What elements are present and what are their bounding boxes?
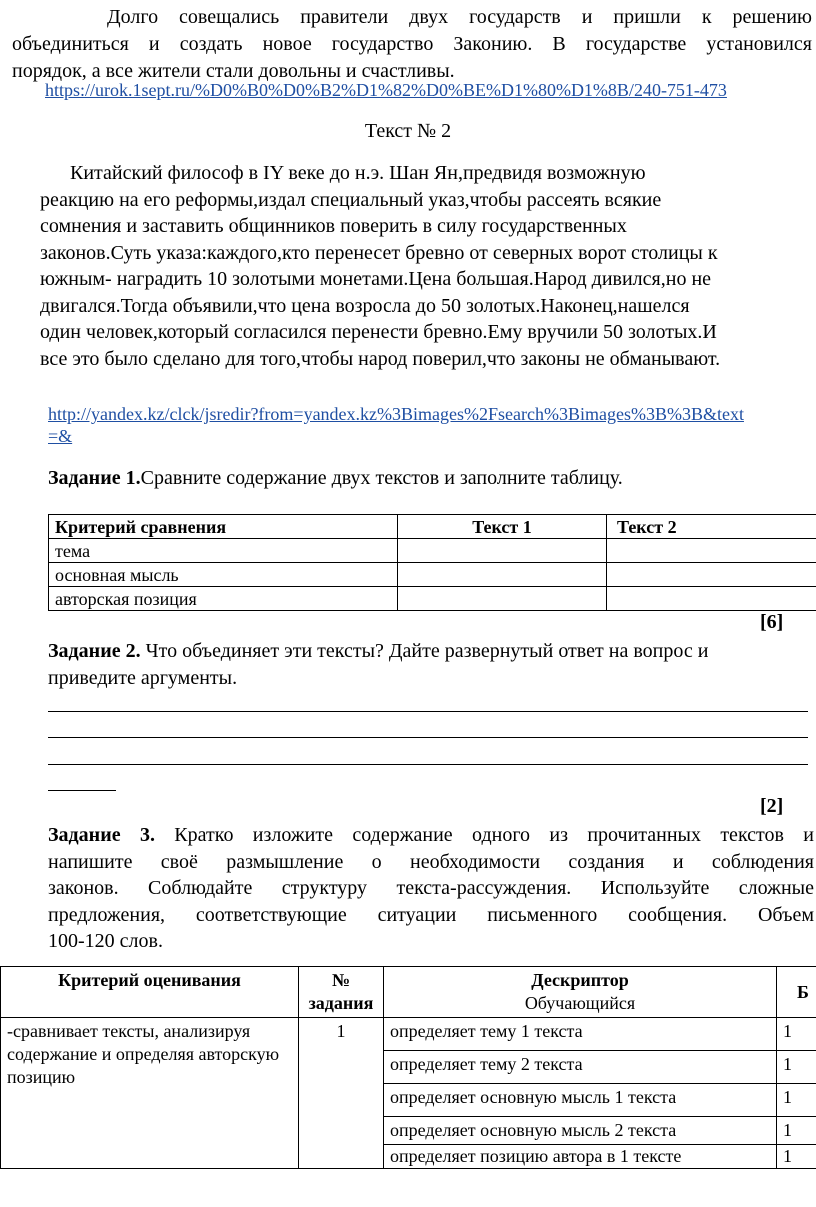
header-criterion: Критерий сравнения <box>49 515 398 539</box>
rubric-criterion-cell: -сравнивает тексты, анализируя содержание и определяя авторскую позицию <box>1 1018 299 1169</box>
text2-source-link-line2[interactable]: =& <box>48 426 73 446</box>
task3-line: предложения, соответствующие ситуации письменного сообщения. Объем <box>48 903 814 926</box>
rubric-header-criterion: Критерий оценивания <box>1 967 299 1018</box>
answer-cell[interactable] <box>607 563 816 587</box>
rubric-points: 1 <box>777 1051 816 1084</box>
text2-paragraph <box>40 160 800 372</box>
answer-line[interactable] <box>48 764 808 765</box>
text2-line: законов.Суть указа:каждого,кто перенесет бревно от северных ворот столицы к <box>40 241 718 264</box>
header-text2: Текст 2 <box>607 515 816 539</box>
task3-line: напишите своё размышление о необходимости создания и соблюдения <box>48 850 814 873</box>
answer-line[interactable] <box>48 790 116 791</box>
task2-score: [2] <box>760 795 784 817</box>
text2-line: все это было сделано для того,чтобы народ поверил,что законы не обманывают. <box>40 347 721 370</box>
table-row <box>49 539 816 563</box>
task3-prompt <box>48 822 814 955</box>
task2-text-line1: Что объединяет эти тексты? Дайте развернутый ответ на вопрос и <box>140 640 709 662</box>
task1-label: Задание 1. <box>48 467 141 489</box>
text1-line: объединиться и создать новое государство Законию. В государстве установился <box>12 33 812 55</box>
rubric-points: 1 <box>777 1117 816 1145</box>
header-text1: Текст 1 <box>398 515 607 539</box>
rubric-points: 1 <box>777 1084 816 1117</box>
answer-line[interactable] <box>48 737 808 738</box>
text2-line: Китайский философ в IY веке до н.э. Шан Ян,предвидя возможную <box>70 162 646 184</box>
text1-line: порядок, а все жители стали довольны и счастливы. <box>12 60 455 82</box>
task3-line: 100-120 слов. <box>48 930 163 952</box>
task2-label: Задание 2. <box>48 640 141 662</box>
rubric-header-task-no: № задания <box>299 967 384 1018</box>
rubric-header <box>1 967 816 1018</box>
text1-line: Долго совещались правители двух государств и пришли к решению <box>107 6 812 28</box>
text2-line: реакцию на его реформы,издал специальный указ,чтобы рассеять всякие <box>40 188 662 211</box>
rubric-table <box>0 966 816 1169</box>
row-label: тема <box>49 539 398 563</box>
comparison-table <box>48 514 816 611</box>
answer-cell[interactable] <box>398 587 607 611</box>
text2-line: южным- наградить 10 золотыми монетами.Цена большая.Народ дивился,но не <box>40 268 712 290</box>
rubric-task-no-cell: 1 <box>299 1018 384 1169</box>
task3-line: Задание 3. Кратко изложите содержание одного из прочитанных текстов и <box>48 824 814 846</box>
rubric-descriptor: определяет позицию автора в 1 тексте <box>384 1145 777 1169</box>
task1-text: Сравните содержание двух текстов и заполните таблицу. <box>140 467 623 489</box>
answer-cell[interactable] <box>398 563 607 587</box>
rubric-points: 1 <box>777 1018 816 1051</box>
text1-paragraph <box>12 4 812 85</box>
text2-source-link-line1[interactable]: http://yandex.kz/clck/jsredir?from=yandex.kz%3Bimages%2Fsearch%3Bimages%3B%3B&text <box>48 404 744 424</box>
rubric-descriptor: определяет основную мысль 2 текста <box>384 1117 777 1145</box>
text2-heading: Текст № 2 <box>364 120 452 142</box>
rubric-descriptor: определяет основную мысль 1 текста <box>384 1084 777 1117</box>
answer-line[interactable] <box>48 711 808 712</box>
answer-cell[interactable] <box>607 539 816 563</box>
table-row <box>1 1018 816 1051</box>
text1-source-link[interactable]: https://urok.1sept.ru/%D0%B0%D0%B2%D1%82%D0%BE%D1%80%D1%8B/240-751-473 <box>45 80 727 100</box>
answer-cell[interactable] <box>607 587 816 611</box>
rubric-points: 1 <box>777 1145 816 1169</box>
row-label: авторская позиция <box>49 587 398 611</box>
rubric-header-points: Б <box>777 967 816 1018</box>
table-row <box>49 587 816 611</box>
task3-line: законов. Соблюдайте структуру текста-рассуждения. Используйте сложные <box>48 877 814 899</box>
row-label: основная мысль <box>49 563 398 587</box>
task1-prompt <box>48 465 816 492</box>
comparison-table-header <box>49 515 816 539</box>
task3-label: Задание 3. <box>48 824 155 846</box>
rubric-descriptor: определяет тему 1 текста <box>384 1018 777 1051</box>
text2-line: сомнения и заставить общинников поверить в силу государственных <box>40 215 627 237</box>
rubric-header-descriptor: Дескриптор Обучающийся <box>384 967 777 1018</box>
task2-text-line2: приведите аргументы. <box>48 667 238 689</box>
answer-cell[interactable] <box>398 539 607 563</box>
text2-line: один человек,который согласился перенести бревно.Ему вручили 50 золотых.И <box>40 321 717 343</box>
table-row <box>49 563 816 587</box>
text2-line: двигался.Тогда объявили,что цена возросла до 50 золотых.Наконец,нашелся <box>40 294 690 317</box>
task2-prompt <box>48 638 816 692</box>
rubric-descriptor: определяет тему 2 текста <box>384 1051 777 1084</box>
task1-score: [6] <box>760 611 784 633</box>
